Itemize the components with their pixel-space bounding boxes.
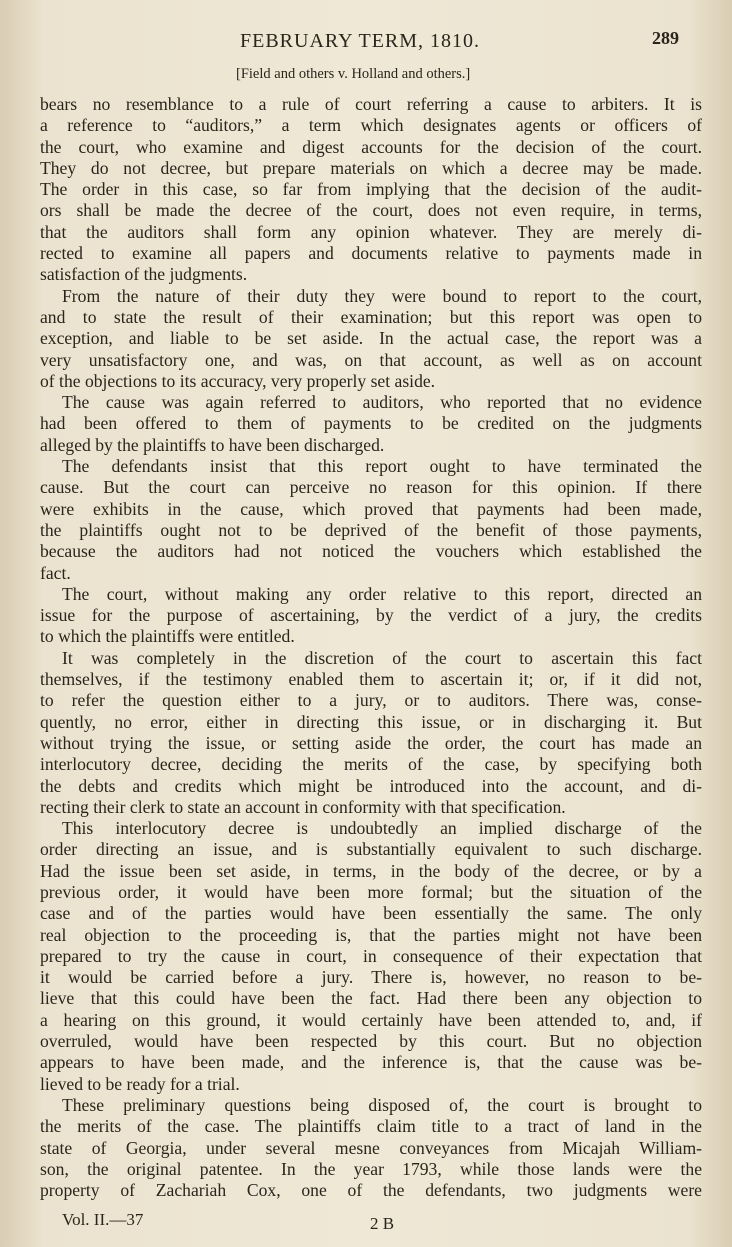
text-line: Had the issue been set aside, in terms, in the body of the decree, or by a (40, 860, 702, 881)
text-line: The cause was again referred to auditors, who reported that no evidence (62, 392, 702, 413)
text-line: The order in this case, so far from implying that the decision of the audit- (40, 179, 702, 200)
text-line: This interlocutory decree is undoubtedly an implied discharge of the (62, 818, 702, 839)
text-line: ors shall be made the decree of the court, does not even require, in terms, (40, 200, 702, 221)
signature-mark: 2 B (370, 1214, 395, 1233)
text-line: to refer the question either to a jury, or to auditors. There was, conse- (40, 690, 702, 711)
text-line: bears no resemblance to a rule of court referring a cause to arbiters. It is (40, 94, 702, 114)
text-line: rected to examine all papers and documents relative to payments made in (40, 243, 702, 264)
text-line: It was completely in the discretion of the court to ascertain this fact (62, 647, 702, 668)
text-line: fact. (40, 562, 71, 583)
text-line: exception, and liable to be set aside. In the actual case, the report was a (40, 328, 702, 349)
text-line: overruled, would have been respected by this court. But no objection (40, 1031, 702, 1052)
text-line: alleged by the plaintiffs to have been discharged. (40, 434, 385, 455)
text-line: that the auditors shall form any opinion whatever. They are merely di- (40, 221, 702, 242)
text-line: property of Zachariah Cox, one of the defendants, two judgments were (40, 1180, 702, 1201)
text-line: quently, no error, either in directing this issue, or in discharging it. But (40, 711, 702, 732)
page-number: 289 (652, 28, 679, 48)
text-line: because the auditors had not noticed the vouchers which established the (40, 541, 702, 562)
text-line: They do not decree, but prepare materials on which a decree may be made. (40, 157, 702, 178)
running-title: FEBRUARY TERM, 1810. (240, 30, 481, 52)
text-line: to which the plaintiffs were entitled. (40, 626, 295, 647)
text-line: real objection to the proceeding is, that the parties might not have been (40, 924, 702, 945)
text-line: had been offered to them of payments to be credited on the judgments (40, 413, 702, 434)
page-header (0, 30, 732, 60)
text-line: a hearing on this ground, it would certainly have been attended to, and, if (40, 1009, 702, 1030)
text-line: without trying the issue, or setting aside the order, the court has made an (40, 732, 702, 753)
text-line: appears to have been made, and the inference is, that the cause was be- (40, 1052, 702, 1073)
text-line: issue for the purpose of ascertaining, by the verdict of a jury, the credits (40, 605, 702, 626)
text-line: son, the original patentee. In the year 1793, while those lands were the (40, 1158, 702, 1179)
text-line: of the objections to its accuracy, very properly set aside. (40, 370, 436, 391)
text-line: a reference to “auditors,” a term which designates agents or officers of (40, 115, 702, 136)
case-title: [Field and others v. Holland and others.] (236, 66, 471, 82)
text-line: the debts and credits which might be introduced into the account, and di- (40, 775, 702, 796)
text-line: lieved to be ready for a trial. (40, 1073, 240, 1094)
text-line: the court, who examine and digest accounts for the decision of the court. (40, 136, 702, 157)
body-text (40, 94, 702, 1201)
text-line: themselves, if the testimony enabled them to ascertain it; or, if it did not, (40, 669, 702, 690)
text-line: lieve that this could have been the fact. Had there been any objection to (40, 988, 702, 1009)
volume-note: Vol. II.—37 (62, 1210, 144, 1229)
text-line: recting their clerk to state an account in conformity with that specification. (40, 796, 566, 817)
text-line: prepared to try the cause in court, in consequence of their expectation that (40, 945, 702, 966)
text-line: were exhibits in the cause, which proved that payments had been made, (40, 498, 702, 519)
text-line: From the nature of their duty they were bound to report to the court, (62, 285, 702, 306)
text-line: satisfaction of the judgments. (40, 264, 248, 285)
text-line: very unsatisfactory one, and was, on that account, as well as on account (40, 349, 702, 370)
text-line: state of Georgia, under several mesne conveyances from Micajah William- (40, 1137, 702, 1158)
text-line: previous order, it would have been more formal; but the situation of the (40, 881, 702, 902)
text-line: cause. But the court can perceive no reason for this opinion. If there (40, 477, 702, 498)
text-line: the plaintiffs ought not to be deprived of the benefit of those payments, (40, 519, 702, 540)
text-line: and to state the result of their examination; but this report was open to (40, 306, 702, 327)
text-line: interlocutory decree, deciding the merits of the case, by specifying both (40, 754, 702, 775)
text-line: The defendants insist that this report ought to have terminated the (62, 456, 702, 477)
text-line: it would be carried before a jury. There is, however, no reason to be- (40, 967, 702, 988)
text-line: order directing an issue, and is substantially equivalent to such discharge. (40, 839, 702, 860)
text-line: the merits of the case. The plaintiffs claim title to a tract of land in the (40, 1116, 702, 1137)
text-line: These preliminary questions being disposed of, the court is brought to (62, 1094, 702, 1115)
text-line: case and of the parties would have been essentially the same. The only (40, 903, 702, 924)
text-line: The court, without making any order relative to this report, directed an (62, 583, 702, 604)
